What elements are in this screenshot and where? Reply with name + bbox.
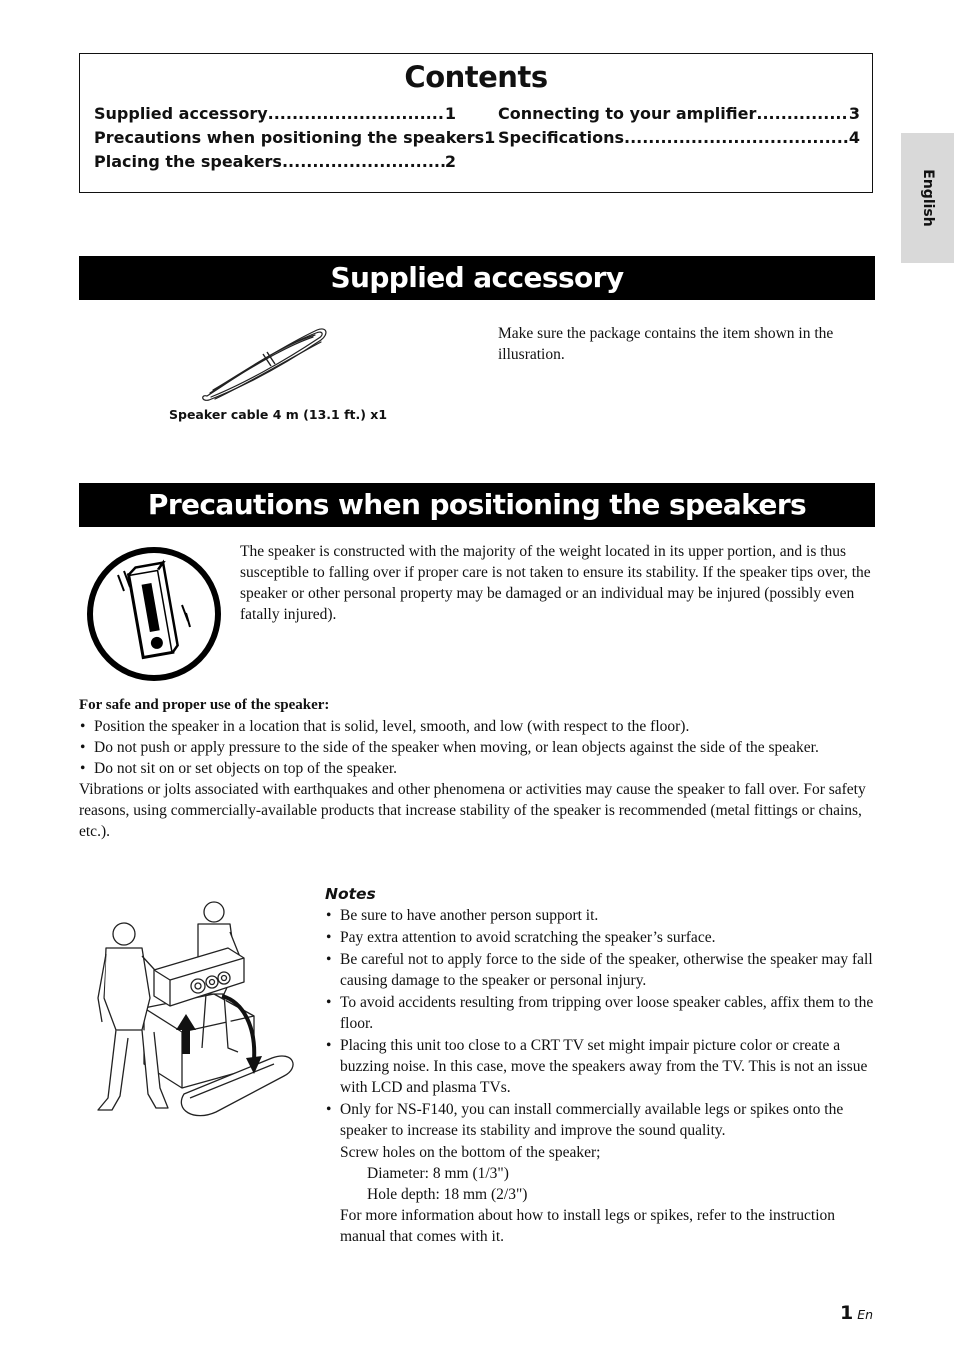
toc-entry-label: Precautions when positioning the speakers xyxy=(94,128,485,147)
toc-entry-label: Connecting to your amplifier xyxy=(498,104,757,123)
list-item: • Only for NS-F140, you can install commercially available legs or spikes onto the speaker to increase its stability and improve the sound quality. xyxy=(325,1099,877,1141)
safe-use-list xyxy=(79,716,879,779)
toc-entry-page: 1 xyxy=(444,104,456,123)
toc-entry-label: Supplied accessory xyxy=(94,104,268,123)
list-item: • Pay extra attention to avoid scratching the speaker’s surface. xyxy=(325,927,877,948)
toc-entry-page: 3 xyxy=(848,104,860,123)
notes-block xyxy=(325,883,877,1247)
falling-speaker-warning-icon xyxy=(84,545,224,683)
contents-column-right xyxy=(498,102,860,150)
list-item: • Placing this unit too close to a CRT TV set might impair picture color or create a buzzing noise. In this case, move the speakers away from the TV. This is not an issue with LCD and plasma TVs. xyxy=(325,1035,877,1098)
toc-entry[interactable] xyxy=(94,150,456,174)
stability-warning-text: The speaker is constructed with the majority of the weight located in its upper portion, and is thus susceptible to falling over if proper care is not taken to ensure its stability. If the speaker tips over, the speaker or other personal property may be damaged or an individual may be injured (possibly even fatally injured). xyxy=(240,543,871,623)
more-info-text: For more information about how to install legs or spikes, refer to the instruction manual that comes with it. xyxy=(340,1207,836,1245)
safe-use-block xyxy=(79,695,879,842)
list-item: • Do not sit on or set objects on top of the speaker. xyxy=(79,758,879,779)
toc-entry[interactable] xyxy=(94,102,456,126)
safety-paragraph: Vibrations or jolts associated with earthquakes and other phenomena or activities may cause the speaker to fall over. For safety reasons, using commercially-available products that increase stability of the speaker is recommended (metal fittings or chains, etc.). xyxy=(79,781,866,840)
contents-box xyxy=(79,53,873,193)
notes-title: Notes xyxy=(325,885,376,903)
toc-entry[interactable] xyxy=(498,102,860,126)
contents-title: Contents xyxy=(404,60,548,94)
section-heading-precautions: Precautions when positioning the speakers xyxy=(79,483,875,527)
list-item: • To avoid accidents resulting from tripping over loose speaker cables, affix them to the floor. xyxy=(325,992,877,1034)
supplied-accessory-text: Make sure the package contains the item shown in the illusration. xyxy=(498,325,834,363)
safe-use-heading: For safe and proper use of the speaker: xyxy=(79,697,330,713)
language-tab xyxy=(901,133,954,263)
notes-list xyxy=(325,905,877,1141)
toc-entry[interactable] xyxy=(94,126,496,150)
toc-entry-page: 4 xyxy=(848,128,860,147)
toc-entry-label: Placing the speakers xyxy=(94,152,282,171)
list-item: • Be careful not to apply force to the side of the speaker, otherwise the speaker may fall causing damage to the speaker or personal injury. xyxy=(325,949,877,991)
two-people-carrying-speaker-illustration xyxy=(94,898,304,1130)
screw-holes-line: Screw holes on the bottom of the speaker; xyxy=(340,1144,601,1161)
speaker-cable-illustration xyxy=(195,320,335,405)
language-tab-label: English xyxy=(919,169,936,227)
diameter-spec: Diameter: 8 mm (1/3") xyxy=(367,1165,509,1182)
page-number xyxy=(840,1302,873,1324)
hole-depth-spec: Hole depth: 18 mm (2/3") xyxy=(367,1186,528,1203)
toc-entry-label: Specifications xyxy=(498,128,624,147)
contents-column-left xyxy=(94,102,496,174)
list-item: • Position the speaker in a location that is solid, level, smooth, and low (with respect to the floor). xyxy=(79,716,879,737)
list-item: • Be sure to have another person support it. xyxy=(325,905,877,926)
section-heading-supplied-accessory: Supplied accessory xyxy=(79,256,875,300)
list-item: • Do not push or apply pressure to the side of the speaker when moving, or lean objects against the side of the speaker. xyxy=(79,737,879,758)
toc-entry[interactable] xyxy=(498,126,860,150)
toc-entry-page: 1 xyxy=(484,128,496,147)
page-number-value: 1 xyxy=(840,1302,854,1324)
page-language-code: En xyxy=(857,1307,874,1322)
toc-entry-page: 2 xyxy=(444,152,456,171)
speaker-cable-caption: Speaker cable 4 m (13.1 ft.) x1 xyxy=(169,407,388,422)
